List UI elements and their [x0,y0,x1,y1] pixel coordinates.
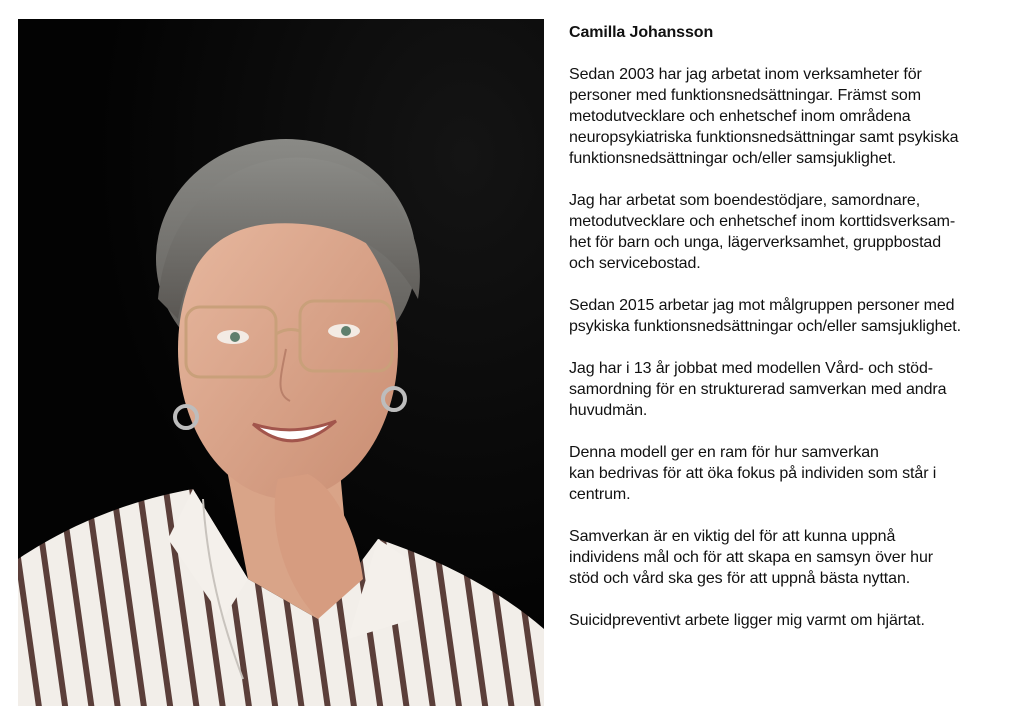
bio-line: huvudmän. [569,402,648,419]
bio-line: funktionsnedsättningar och/eller samsjuklighet. [569,150,897,167]
profile-text [569,22,1021,652]
bio-line: Sedan 2015 arbetar jag mot målgruppen personer med [569,297,955,314]
bio-line: metodutvecklare och enhetschef inom områdena [569,108,911,125]
bio-line: Suicidpreventivt arbete ligger mig varmt om hjärtat. [569,612,925,629]
bio-line: kan bedrivas för att öka fokus på individen som står i [569,465,937,482]
bio-line: Jag har arbetat som boendestödjare, samordnare, [569,192,921,209]
bio-paragraph [569,610,1021,631]
bio-paragraph [569,190,1021,274]
portrait-photo [18,19,544,706]
bio-line: individens mål och för att skapa en samsyn över hur [569,549,933,566]
bio-line: psykiska funktionsnedsättningar och/eller samsjuklighet. [569,318,961,335]
bio-line: het för barn och unga, lägerverksamhet, gruppbostad [569,234,942,251]
bio-line: Jag har i 13 år jobbat med modellen Vård- och stöd- [569,360,933,377]
bio-paragraph [569,64,1021,169]
bio-line: samordning för en strukturerad samverkan med andra [569,381,947,398]
bio-line: centrum. [569,486,631,503]
person-name: Camilla Johansson [569,24,714,41]
bio-paragraph [569,358,1021,421]
bio-line: stöd och vård ska ges för att uppnå bästa nyttan. [569,570,911,587]
portrait-illustration [18,19,544,706]
bio-paragraph [569,295,1021,337]
bio-line: Sedan 2003 har jag arbetat inom verksamheter för [569,66,922,83]
bio-line: Samverkan är en viktig del för att kunna uppnå [569,528,896,545]
bio-paragraph [569,526,1021,589]
bio-line: och servicebostad. [569,255,701,272]
bio-line: metodutvecklare och enhetschef inom korttidsverksam- [569,213,956,230]
bio-line: Denna modell ger en ram för hur samverkan [569,444,879,461]
bio-paragraph [569,442,1021,505]
bio-line: neuropsykiatriska funktionsnedsättningar samt psykiska [569,129,959,146]
bio-line: personer med funktionsnedsättningar. Främst som [569,87,921,104]
